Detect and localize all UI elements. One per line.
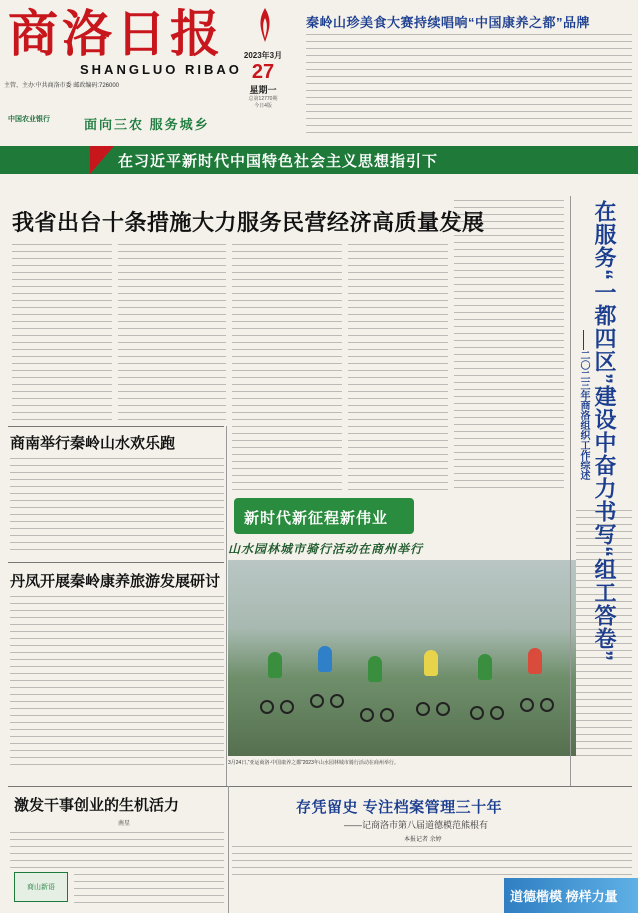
issue-number: 总第12770期 bbox=[248, 96, 278, 102]
inspire-body bbox=[10, 832, 224, 868]
masthead-sponsor: 主管、主办:中共商洛市委 邮政编码:726000 bbox=[4, 83, 120, 89]
inspire-headline[interactable]: 激发干事创业的生机活力 bbox=[14, 797, 180, 814]
danfeng-headline[interactable]: 丹凤开展秦岭康养旅游发展研讨 bbox=[10, 573, 221, 590]
danfeng-body bbox=[10, 596, 224, 766]
masthead-pinyin: SHANGLUO RIBAO bbox=[80, 62, 242, 77]
issue-day: 27 bbox=[251, 61, 275, 83]
inspire-author: 南星 bbox=[118, 820, 131, 827]
banner-flag-icon bbox=[90, 146, 114, 174]
lead-body-col1 bbox=[12, 244, 112, 420]
side-headline[interactable]: 在服务“一都四区”建设中奋力书写“组工答卷” bbox=[592, 200, 617, 662]
archives-headline[interactable]: 存凭留史 专注档案管理三十年 bbox=[296, 799, 503, 816]
divider bbox=[570, 196, 571, 786]
top-story-headline[interactable]: 秦岭山珍美食大赛持续唱响“中国康养之都”品牌 bbox=[306, 15, 591, 30]
issue-year-month: 2023年3月 bbox=[243, 51, 283, 60]
divider bbox=[8, 786, 632, 787]
bank-name: 中国农业银行 bbox=[8, 116, 50, 123]
photo-title: 山水园林城市骑行活动在商州举行 bbox=[228, 542, 424, 556]
lead-body-col4 bbox=[348, 244, 448, 494]
bank-slogan: 面向三农 服务城乡 bbox=[84, 117, 210, 132]
inspire-body-lower bbox=[74, 874, 224, 908]
issue-pages: 今日4版 bbox=[254, 103, 272, 109]
issue-weekday: 星期一 bbox=[249, 85, 277, 95]
lead-body-col3 bbox=[232, 244, 342, 494]
divider bbox=[226, 426, 227, 786]
divider bbox=[8, 426, 224, 427]
daode-badge-text: 道德楷模 榜样力量 bbox=[510, 889, 618, 904]
divider bbox=[8, 562, 224, 563]
masthead-title: 商洛日报 bbox=[8, 4, 224, 63]
archives-author: 本报记者 余婷 bbox=[404, 837, 442, 843]
shangshan-column-logo: 商山新语 bbox=[14, 872, 68, 902]
archives-body bbox=[232, 846, 632, 876]
archives-subheadline: ——记商洛市第八届道德模范熊根有 bbox=[344, 820, 489, 830]
theme-banner-text: 在习近平新时代中国特色社会主义思想指引下 bbox=[118, 153, 439, 170]
divider bbox=[228, 786, 229, 913]
issue-date-box bbox=[228, 4, 298, 114]
cycling-photo bbox=[228, 560, 576, 756]
side-subheadline: ——二〇二三年商洛组织工作综述 bbox=[578, 330, 589, 480]
side-body bbox=[576, 510, 632, 760]
photo-caption: 3月24日,“亚运商洛·中国康养之都”2023年山水园林城市骑行活动在商州举行。 bbox=[228, 760, 399, 766]
shangnan-headline[interactable]: 商南举行秦岭山水欢乐跑 bbox=[10, 435, 176, 452]
top-story-body bbox=[306, 34, 632, 134]
new-journey-text: 新时代新征程新伟业 bbox=[244, 510, 389, 527]
lead-headline[interactable]: 我省出台十条措施大力服务民营经济高质量发展 bbox=[12, 210, 485, 235]
lead-body-col2 bbox=[118, 244, 226, 420]
lead-body-col5 bbox=[454, 200, 564, 494]
shangnan-body bbox=[10, 458, 224, 550]
